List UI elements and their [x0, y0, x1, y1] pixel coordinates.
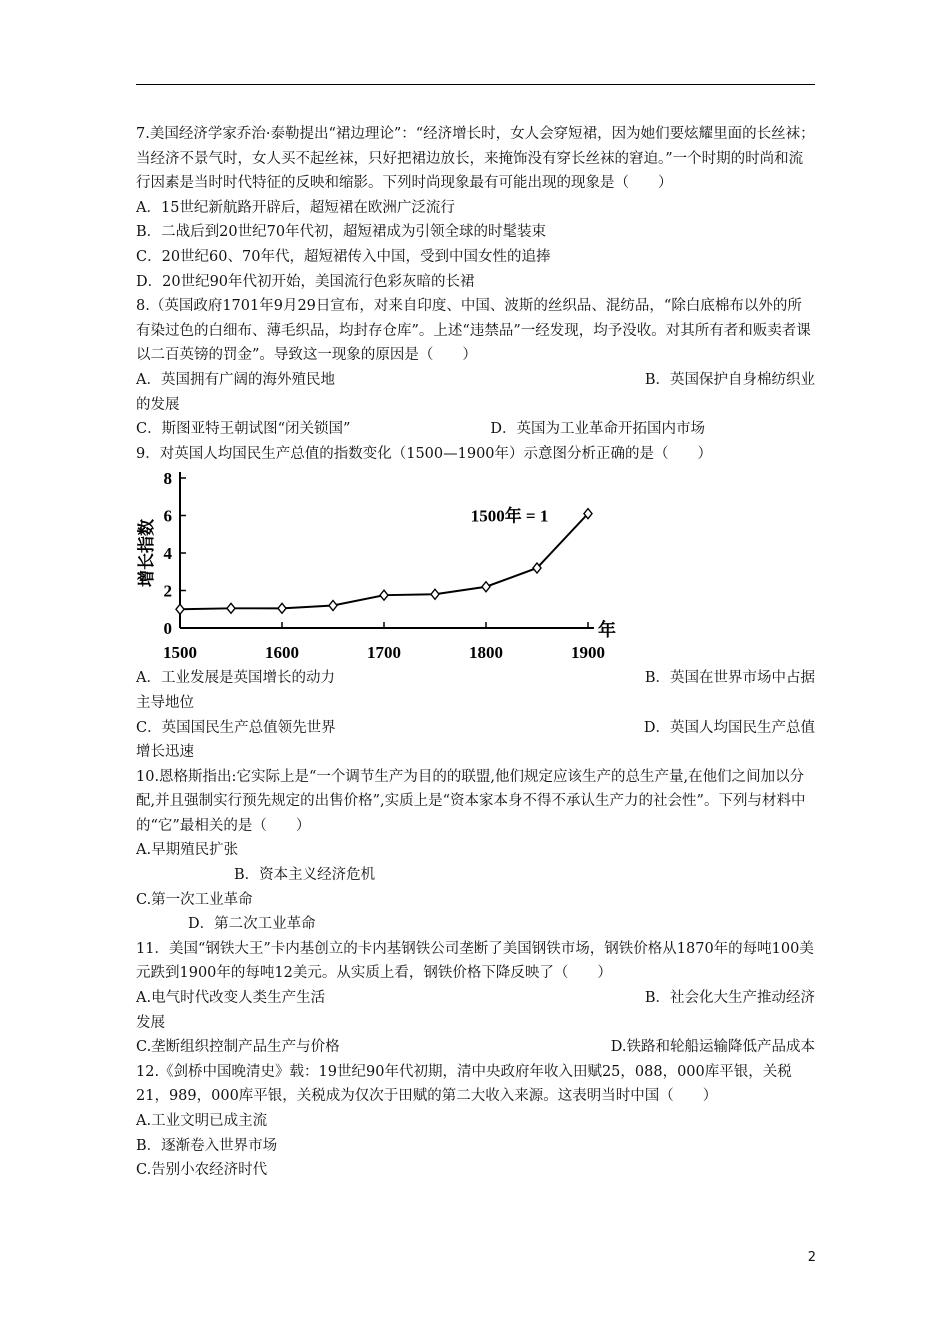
question-7-option-d: D．20世纪90年代初开始，美国流行色彩灰暗的长裙	[136, 273, 475, 290]
y-tick-label: 0	[163, 619, 172, 639]
question-9-option-b: B．英国在世界市场中占据	[644, 670, 815, 687]
question-9-option-d: D．英国人均国民生产总值	[643, 719, 815, 736]
question-7	[136, 122, 815, 294]
data-point	[431, 590, 439, 600]
page-number: 2	[807, 1250, 816, 1265]
question-7-stem: 7.美国经济学家乔治·泰勒提出“裙边理论”：“经济增长时，女人会穿短裙，因为她们要炫耀里面的长丝袜；当经济不景气时，女人买不起丝袜，只好把裙边放长，来掩饰没有穿长丝袜的窘迫。”一个时期的时尚和流行因素是当时时代特征的反映和缩影。下列时尚现象最有可能出现的现象是（ ）	[136, 126, 815, 192]
question-9-stem: 9．对英国人均国民生产总值的指数变化（1500—1900年）示意图分析正确的是（ ）	[136, 445, 713, 462]
x-axis-label: 年	[598, 620, 616, 642]
question-12-option-a: A.工业文明已成主流	[136, 1113, 268, 1129]
question-10-option-b: B．资本主义经济危机	[234, 867, 376, 884]
question-8-option-b: B．英国保护自身棉纺织业	[644, 371, 815, 388]
question-11-option-b-cont: 发展	[136, 1014, 165, 1031]
data-point	[482, 582, 490, 592]
question-12-option-c: C.告别小农经济时代	[136, 1162, 268, 1179]
question-7-option-a: A．15世纪新航路开辟后，超短裙在欧洲广泛流行	[136, 199, 455, 216]
y-tick-label: 6	[163, 506, 172, 526]
y-tick-label: 2	[163, 581, 172, 601]
x-tick-label: 1600	[265, 643, 299, 663]
question-12-option-b: B．逐渐卷入世界市场	[136, 1137, 278, 1154]
question-12-stem: 12.《剑桥中国晚清史》载：19世纪90年代初期，清中央政府年收入田赋25，088，000库平银，关税21，989，000库平银，关税成为仅次于田赋的第二大收入来源。这表明当时中国（ ）	[136, 1063, 792, 1105]
question-9-option-b-cont: 主导地位	[136, 694, 194, 711]
y-axis-label: 增长指数	[137, 519, 157, 588]
question-11-option-b: B．社会化大生产推动经济	[644, 990, 815, 1007]
question-11	[136, 937, 815, 1060]
data-point	[176, 605, 184, 615]
question-9-option-c: C．英国国民生产总值领先世界	[136, 719, 336, 736]
question-9	[136, 442, 815, 765]
question-8-option-c: C．斯图亚特王朝试图“闭关锁国”	[136, 421, 351, 438]
question-11-stem: 11．美国“钢铁大王”卡内基创立的卡内基钢铁公司垄断了美国钢铁市场，钢铁价格从1870年的每吨100美元跌到1900年的每吨12美元。从实质上看，钢铁价格下降反映了（ ）	[136, 940, 814, 982]
question-11-option-c: C.垄断组织控制产品生产与价格	[136, 1039, 340, 1056]
question-11-option-d: D.铁路和轮船运输降低产品成本	[610, 1039, 815, 1056]
data-point	[329, 601, 337, 611]
x-tick-label: 1500	[163, 643, 197, 663]
y-tick-label: 8	[163, 469, 172, 489]
question-7-option-b: B．二战后到20世纪70年代初，超短裙成为引领全球的时髦装束	[136, 224, 547, 241]
question-8-stem: 8.（英国政府1701年9月29日宣布，对来自印度、中国、波斯的丝织品、混纺品，“除白底棉布以外的所有染过色的白细布、薄毛织品，均封存仓库”。上述“违禁品”一经发现，均予没收。对其所有者和贩卖者课以二百英镑的罚金”。导致这一现象的原因是（ ）	[136, 298, 811, 364]
x-tick-label: 1900	[571, 643, 605, 663]
chart-annotation: 1500年 = 1	[470, 506, 549, 526]
question-9-options-ab	[136, 666, 815, 691]
question-9-options-cd	[136, 716, 815, 741]
question-11-options-cd	[136, 1035, 815, 1060]
data-point	[227, 604, 235, 614]
question-8-options-ab	[136, 368, 815, 393]
question-7-option-c: C．20世纪60、70年代，超短裙传入中国，受到中国女性的追捧	[136, 248, 551, 265]
x-tick-label: 1800	[469, 643, 503, 663]
question-8-options-cd	[136, 417, 815, 442]
question-10	[136, 765, 815, 937]
data-point	[380, 591, 388, 601]
question-10-stem: 10.恩格斯指出:它实际上是“一个调节生产为目的的联盟,他们规定应该生产的总生产量,在他们之间加以分配,并且强制实行预先规定的出售价格”,实质上是“资本家本身不得不承认生产力的社会性”。下列与材料中的“它”最相关的是（ ）	[136, 768, 806, 834]
question-8-option-a: A．英国拥有广阔的海外殖民地	[136, 371, 335, 388]
exam-content	[136, 122, 815, 1183]
question-10-option-a: A.早期殖民扩张	[136, 842, 239, 859]
data-point	[278, 604, 286, 614]
question-8-option-b-cont: 的发展	[136, 396, 180, 413]
question-11-options-ab	[136, 986, 815, 1011]
x-tick-label: 1700	[367, 643, 401, 663]
header-rule	[136, 84, 815, 85]
question-9-option-d-cont: 增长迅速	[136, 744, 194, 761]
question-8	[136, 294, 815, 442]
y-tick-label: 4	[163, 544, 172, 564]
question-10-option-c: C.第一次工业革命	[136, 891, 253, 908]
question-8-option-d: D．英国为工业革命开拓国内市场	[490, 421, 706, 438]
gnp-index-chart-svg	[128, 468, 616, 666]
gnp-index-chart	[136, 468, 815, 666]
question-12	[136, 1060, 815, 1183]
question-9-option-a: A．工业发展是英国增长的动力	[136, 670, 335, 687]
question-10-option-d: D．第二次工业革命	[188, 916, 316, 933]
question-11-option-a: A.电气时代改变人类生产生活	[136, 990, 326, 1007]
